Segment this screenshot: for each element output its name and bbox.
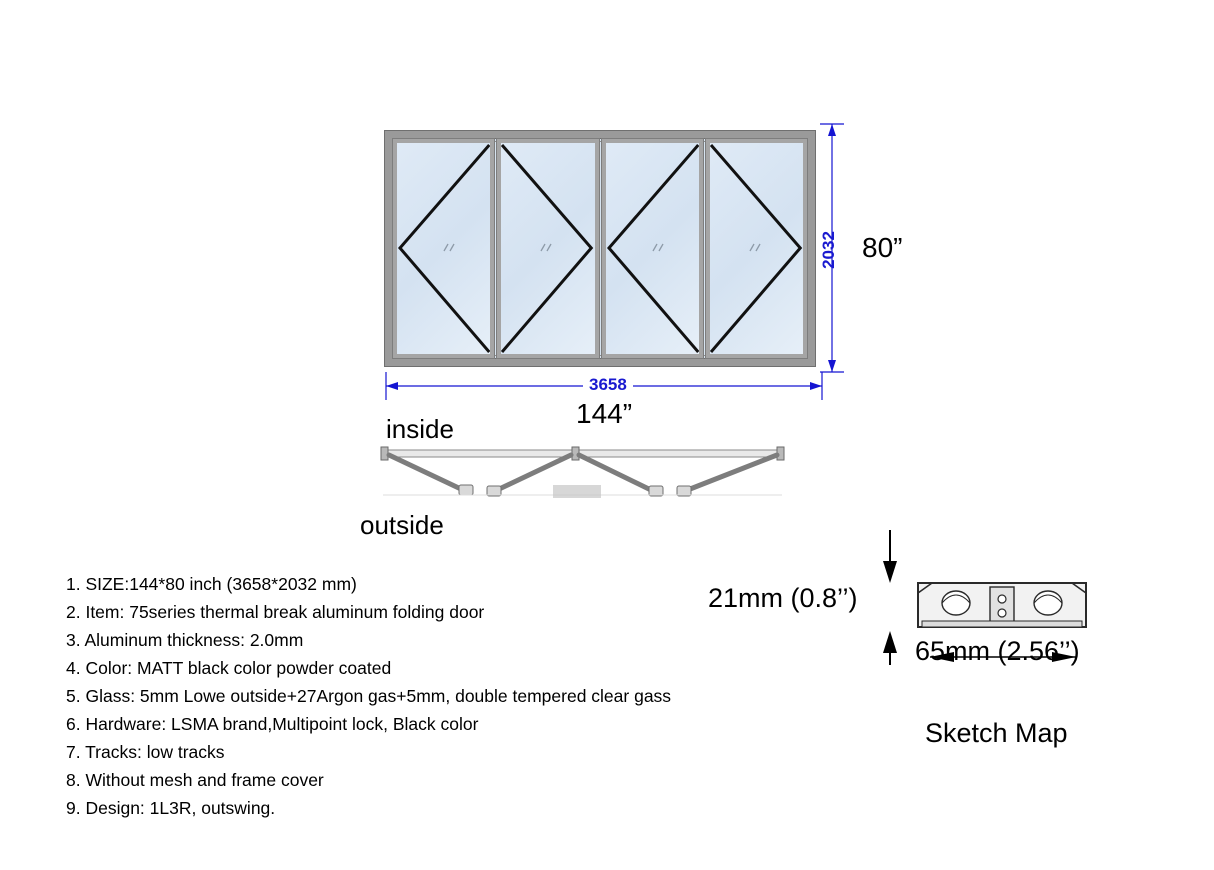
hinge-icon xyxy=(601,165,606,180)
profile-depth-label: 21mm (0.8’’) xyxy=(708,583,858,613)
swing-direction-chevron-icon xyxy=(501,143,594,354)
spec-item: 5. Glass: 5mm Lowe outside+27Argon gas+5mm, double tempered clear gass xyxy=(66,686,672,706)
profile-section-drawing xyxy=(870,525,1120,700)
door-handle[interactable] xyxy=(496,239,501,261)
door-elevation-view xyxy=(385,131,815,366)
door-panel[interactable] xyxy=(705,138,808,359)
door-plan-view xyxy=(375,445,790,510)
swing-direction-chevron-icon xyxy=(710,143,803,354)
spec-item: 6. Hardware: LSMA brand,Multipoint lock, Black color xyxy=(66,714,479,734)
hinge-icon xyxy=(601,303,606,318)
width-dimension-mm-label: 3658 xyxy=(583,375,633,395)
swing-direction-chevron-icon xyxy=(606,143,699,354)
door-panel-group xyxy=(392,138,808,359)
door-panel[interactable] xyxy=(496,138,599,359)
spec-item: 8. Without mesh and frame cover xyxy=(66,770,324,790)
sketch-map-caption: Sketch Map xyxy=(925,718,1068,748)
spec-item: 1. SIZE:144*80 inch (3658*2032 mm) xyxy=(66,574,357,594)
spec-item: 3. Aluminum thickness: 2.0mm xyxy=(66,630,304,650)
profile-width-label: 65mm (2.56’’) xyxy=(915,636,1080,666)
swing-direction-chevron-icon xyxy=(397,143,490,354)
outside-label: outside xyxy=(360,510,444,540)
height-dimension-inch-label: 80” xyxy=(862,232,903,263)
spec-item: 4. Color: MATT black color powder coated xyxy=(66,658,392,678)
spec-item: 2. Item: 75series thermal break aluminum folding door xyxy=(66,602,485,622)
spec-item: 9. Design: 1L3R, outswing. xyxy=(66,798,276,818)
door-panel[interactable] xyxy=(601,138,704,359)
spec-item: 7. Tracks: low tracks xyxy=(66,742,225,762)
inside-label: inside xyxy=(386,414,454,444)
width-dimension-inch-label: 144” xyxy=(576,398,633,429)
height-dimension-mm-label: 2032 xyxy=(819,231,838,269)
door-panel[interactable] xyxy=(392,138,495,359)
